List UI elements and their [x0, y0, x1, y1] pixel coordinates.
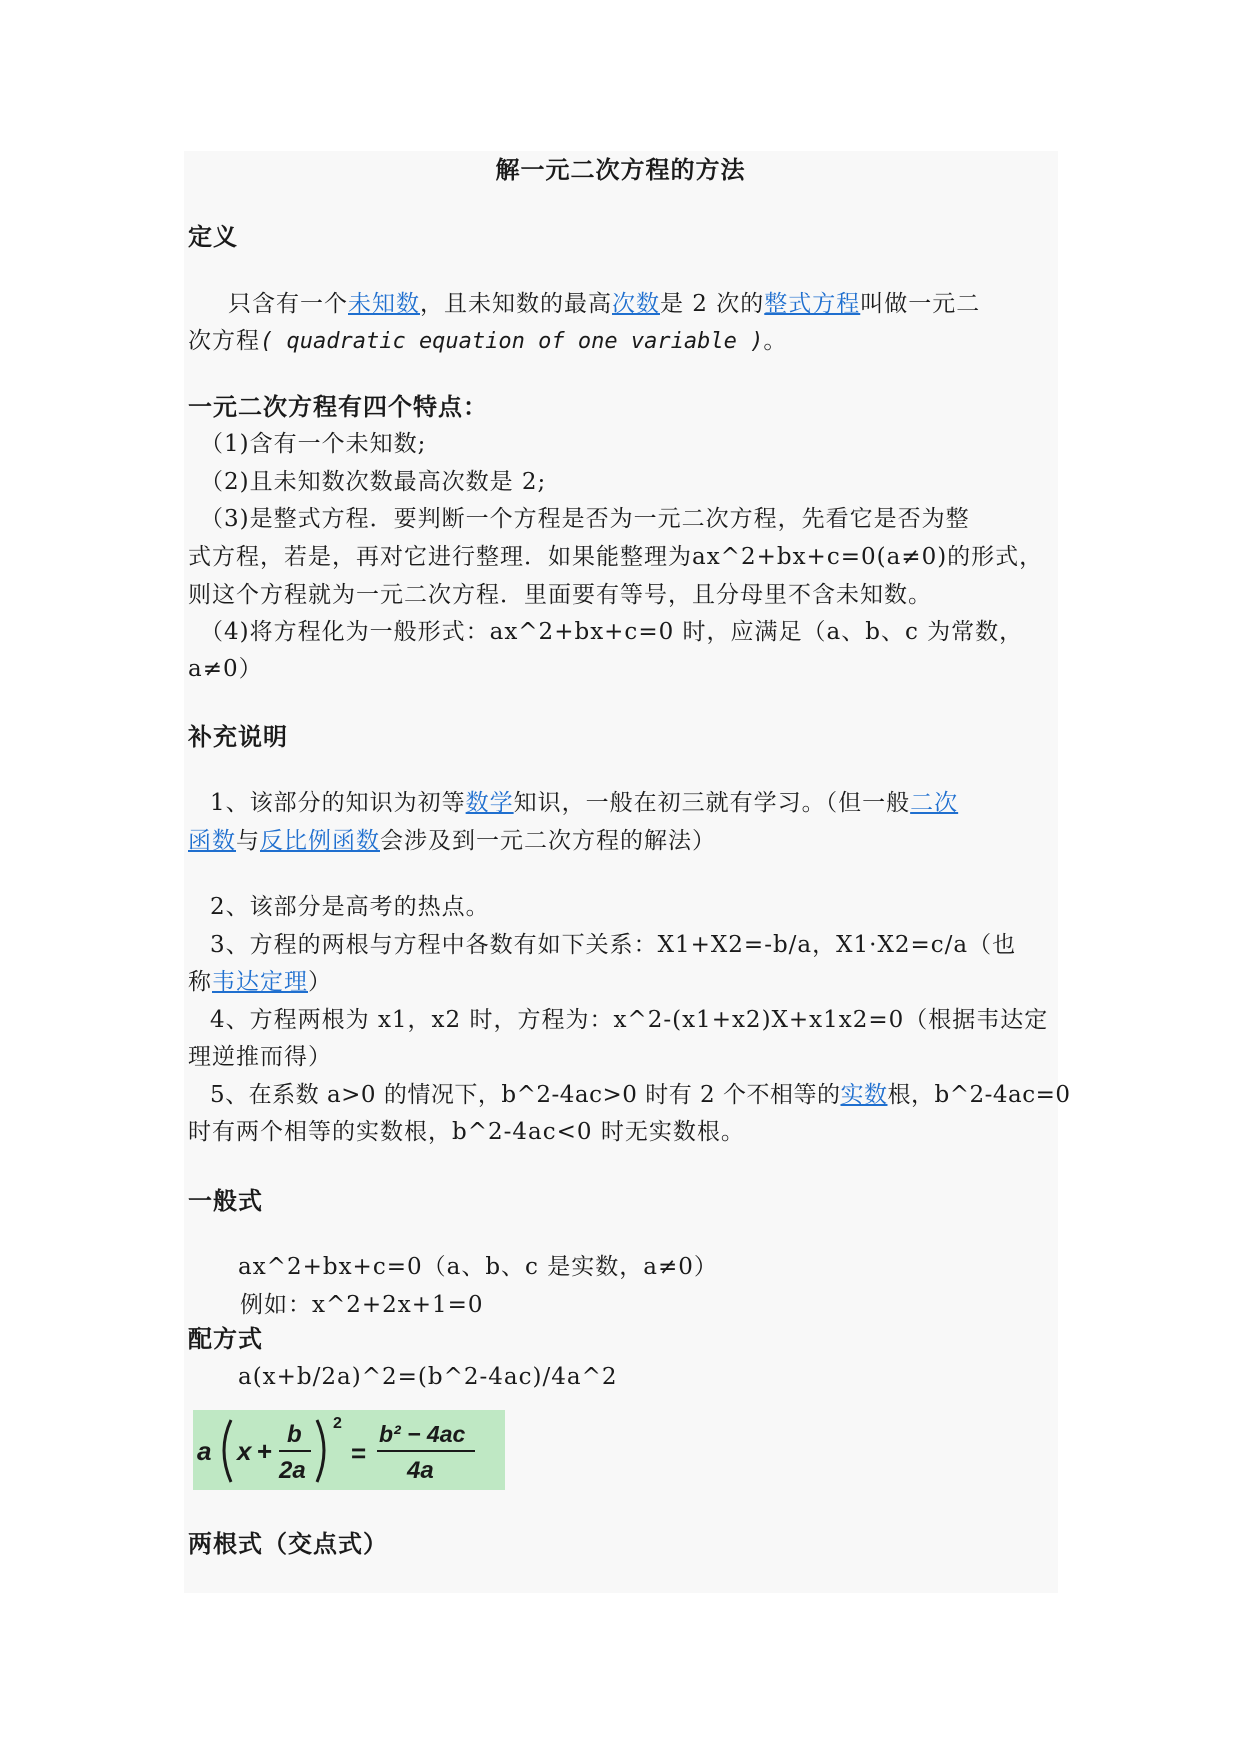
general-example: 例如：x^2+2x+1=0	[240, 1292, 484, 1318]
formula-equals: =	[351, 1438, 367, 1468]
text: 叫做一元二	[860, 291, 981, 317]
text: ，且未知数的最高	[420, 291, 612, 317]
formula-plus: +	[257, 1436, 273, 1466]
supp-5-line-1	[210, 1078, 1071, 1112]
general-heading: 一般式	[188, 1186, 263, 1215]
definition-heading: 定义	[188, 222, 238, 251]
supp-1-line-1	[210, 786, 958, 820]
text: 5、在系数 a>0 的情况下，b^2-4ac>0 时有 2 个不相等的	[210, 1082, 841, 1108]
supp-4-line-1: 4、方程两根为 x1，x2 时，方程为：x^2-(x1+x2)X+x1x2=0（根据韦达定	[210, 1007, 1049, 1033]
supp-5-line-2: 时有两个相等的实数根，b^2-4ac<0 时无实数根。	[188, 1119, 745, 1145]
text: 。	[763, 328, 788, 354]
formula-numerator: b² − 4ac	[379, 1421, 466, 1447]
supp-4-line-2: 理逆推而得）	[188, 1044, 332, 1070]
left-paren	[224, 1420, 231, 1482]
completing-heading: 配方式	[188, 1324, 263, 1353]
link-quadratic-function-cont[interactable]: 函数	[188, 828, 236, 854]
link-unknown[interactable]: 未知数	[348, 291, 420, 317]
feature-3-line-1: （3)是整式方程．要判断一个方程是否为一元二次方程，先看它是否为整	[200, 506, 970, 532]
link-real-number[interactable]: 实数	[840, 1082, 888, 1108]
supp-3-line-1: 3、方程的两根与方程中各数有如下关系：X1+X2=-b/a，X1·X2=c/a（也	[210, 932, 1017, 958]
supp-3-line-2	[188, 965, 332, 999]
features-heading: 一元二次方程有四个特点：	[188, 392, 488, 421]
feature-4-line-2: a≠0）	[188, 656, 263, 682]
supp-2: 2、该部分是高考的热点。	[210, 894, 490, 920]
text: 1、该部分的知识为初等	[210, 790, 466, 816]
link-vieta-theorem[interactable]: 韦达定理	[212, 969, 308, 995]
link-polynomial-equation[interactable]: 整式方程	[764, 291, 861, 317]
link-degree[interactable]: 次数	[612, 291, 660, 317]
text: 是 2 次的	[660, 291, 765, 317]
feature-4-line-1: （4)将方程化为一般形式：ax^2+bx+c=0 时，应满足（a、b、c 为常数，	[200, 619, 1024, 645]
page-title: 解一元二次方程的方法	[495, 155, 746, 184]
supplement-heading: 补充说明	[188, 722, 288, 751]
link-math[interactable]: 数学	[465, 790, 514, 816]
feature-3-line-3: 则这个方程就为一元二次方程．里面要有等号，且分母里不含未知数。	[188, 582, 932, 608]
formula-image	[193, 1410, 505, 1490]
feature-2: （2)且未知数次数最高次数是 2;	[200, 469, 547, 495]
text: 称	[188, 969, 212, 995]
formula-svg	[193, 1410, 505, 1490]
formula-x: x	[237, 1436, 252, 1466]
text: 与	[236, 828, 260, 854]
definition-line-1	[228, 287, 980, 321]
roots-heading: 两根式（交点式）	[188, 1529, 388, 1558]
link-inverse-function[interactable]: 反比例函数	[260, 828, 380, 854]
text: 会涉及到一元二次方程的解法）	[380, 828, 716, 854]
text: 只含有一个	[228, 291, 348, 317]
formula-a: a	[197, 1436, 212, 1466]
formula-exponent: 2	[333, 1415, 342, 1432]
feature-1: （1)含有一个未知数;	[200, 431, 427, 457]
formula-b: b	[287, 1421, 302, 1448]
formula-2a: 2a	[279, 1457, 306, 1484]
definition-line-2	[188, 324, 787, 359]
text: 知识，一般在初三就有学习。（但一般	[513, 790, 911, 816]
link-quadratic-function[interactable]: 二次	[910, 790, 959, 816]
completing-formula: a(x+b/2a)^2=(b^2-4ac)/4a^2	[238, 1364, 618, 1390]
formula-denominator: 4a	[407, 1457, 434, 1484]
general-formula: ax^2+bx+c=0（a、b、c 是实数，a≠0）	[238, 1254, 718, 1280]
text: ）	[308, 969, 332, 995]
english-term: ( quadratic equation of one variable )	[260, 329, 764, 354]
text: 次方程	[188, 328, 260, 354]
text: 根，b^2-4ac=0	[887, 1082, 1071, 1108]
supp-1-line-2	[188, 824, 716, 858]
feature-3-line-2: 式方程，若是，再对它进行整理．如果能整理为ax^2+bx+c=0(a≠0)的形式，	[188, 544, 1044, 570]
right-paren	[317, 1420, 324, 1482]
